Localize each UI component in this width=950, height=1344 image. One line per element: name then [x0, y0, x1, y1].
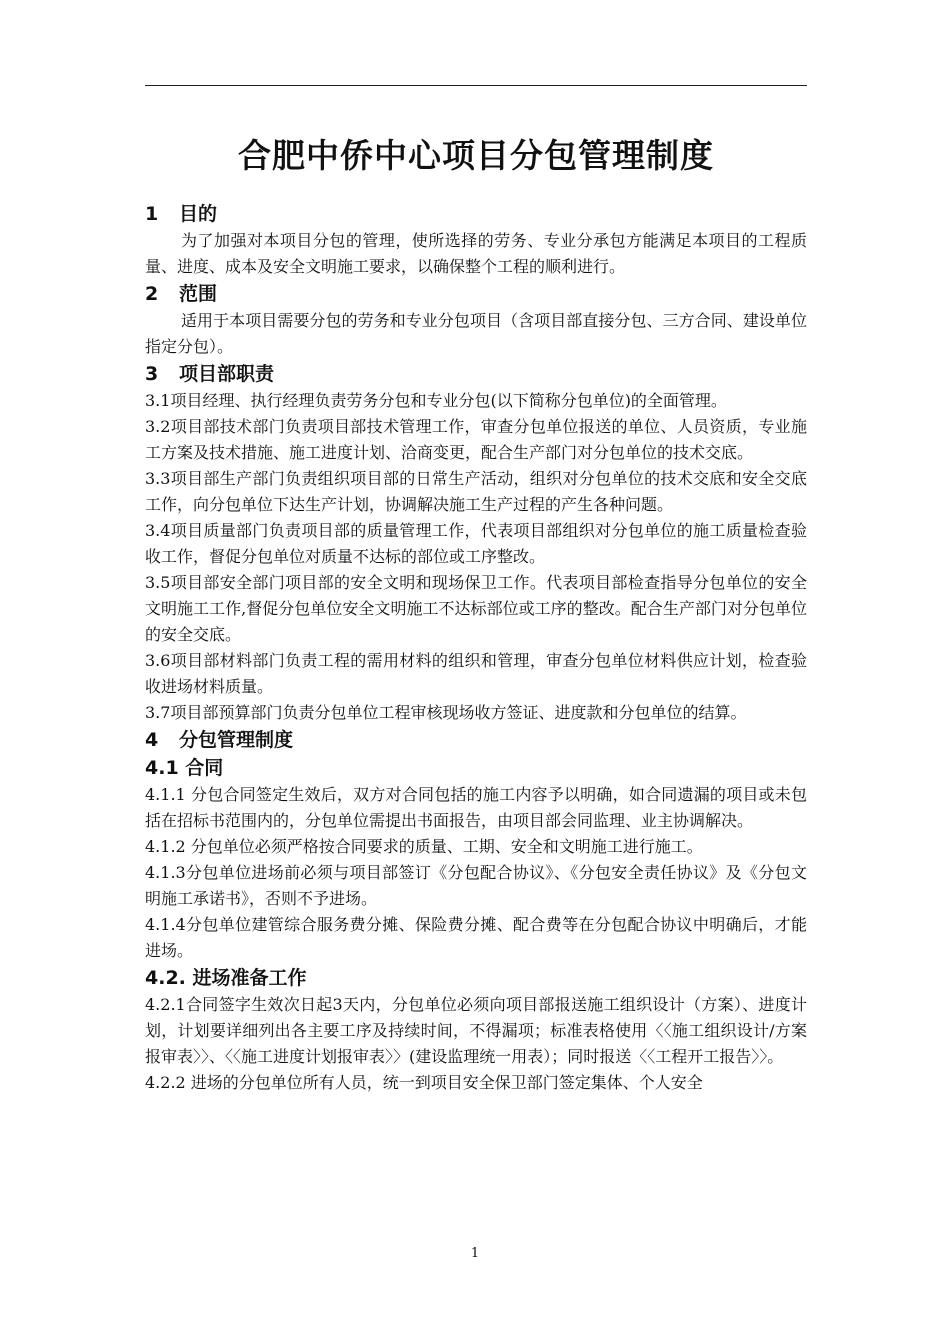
document-title: 合肥中侨中心项目分包管理制度	[238, 136, 714, 175]
page-number: 1	[470, 1246, 480, 1261]
section-3-number: 3	[145, 363, 159, 385]
clause-3-6: 3.6项目部材料部门负责工程的需用材料的组织和管理，审查分包单位材料供应计划，检查验收进场材料质量。	[145, 651, 807, 696]
section-1-title: 目的	[179, 203, 218, 225]
header-rule	[145, 85, 807, 86]
clause-4-1-2: 4.1.2 分包单位必须严格按合同要求的质量、工期、安全和文明施工进行施工。	[145, 837, 703, 856]
subsection-4-1-heading: 4.1 合同	[145, 757, 224, 779]
clause-4-1-1: 4.1.1 分包合同签定生效后，双方对合同包括的施工内容予以明确，如合同遗漏的项目或未包括在招标书范围内的，分包单位需提出书面报告，由项目部会同监理、业主协调解决。	[145, 785, 807, 830]
clause-4-2-1: 4.2.1合同签字生效次日起3天内，分包单位必须向项目部报送施工组织设计（方案）、进度计划，计划要详细列出各主要工序及持续时间，不得漏项；标准表格使用〈〈施工组织设计/方案报审表〉〉、〈〈施工进度计划报审表〉〉(建设监理统一用表）；同时报送〈〈工程开工报告〉〉。	[145, 995, 807, 1066]
clause-3-5: 3.5项目部安全部门项目部的安全文明和现场保卫工作。代表项目部检查指导分包单位的安全文明施工工作,督促分包单位安全文明施工不达标部位或工序的整改。配合生产部门对分包单位的安全交底。	[145, 573, 807, 644]
section-1-heading	[145, 200, 807, 228]
clause-4-1-4: 4.1.4分包单位建管综合服务费分摊、保险费分摊、配合费等在分包配合协议中明确后，才能进场。	[145, 915, 807, 960]
section-2-number: 2	[145, 283, 159, 305]
section-1-paragraph: 为了加强对本项目分包的管理，使所选择的劳务、专业分承包方能满足本项目的工程质量、进度、成本及安全文明施工要求，以确保整个工程的顺利进行。	[145, 231, 807, 276]
clause-4-2-2: 4.2.2 进场的分包单位所有人员，统一到项目安全保卫部门签定集体、个人安全	[145, 1073, 703, 1092]
section-2-title: 范围	[179, 283, 218, 305]
subsection-4-2-heading: 4.2. 进场准备工作	[145, 967, 307, 989]
section-4-heading	[145, 726, 807, 754]
section-3-heading	[145, 360, 807, 388]
clause-3-7: 3.7项目部预算部门负责分包单位工程审核现场收方签证、进度款和分包单位的结算。	[145, 703, 747, 722]
section-4-number: 4	[145, 729, 159, 751]
document-body	[145, 120, 807, 1096]
section-2-paragraph: 适用于本项目需要分包的劳务和专业分包项目（含项目部直接分包、三方合同、建设单位指定分包）。	[145, 311, 807, 356]
clause-4-1-3: 4.1.3分包单位进场前必须与项目部签订《分包配合协议》、《分包安全责任协议》及《分包文明施工承诺书》，否则不予进场。	[145, 863, 807, 908]
section-3-title: 项目部职责	[179, 363, 275, 385]
section-2-heading	[145, 280, 807, 308]
section-4-title: 分包管理制度	[179, 729, 294, 751]
clause-3-2: 3.2项目部技术部门负责项目部技术管理工作，审查分包单位报送的单位、人员资质，专业施工方案及技术措施、施工进度计划、洽商变更，配合生产部门对分包单位的技术交底。	[145, 417, 807, 462]
clause-3-4: 3.4项目质量部门负责项目部的质量管理工作，代表项目部组织对分包单位的施工质量检查验收工作，督促分包单位对质量不达标的部位或工序整改。	[145, 521, 807, 566]
clause-3-3: 3.3项目部生产部门负责组织项目部的日常生产活动，组织对分包单位的技术交底和安全交底工作，向分包单位下达生产计划，协调解决施工生产过程的产生各种问题。	[145, 469, 807, 514]
clause-3-1: 3.1项目经理、执行经理负责劳务分包和专业分包(以下简称分包单位)的全面管理。	[145, 391, 727, 410]
section-1-number: 1	[145, 203, 159, 225]
